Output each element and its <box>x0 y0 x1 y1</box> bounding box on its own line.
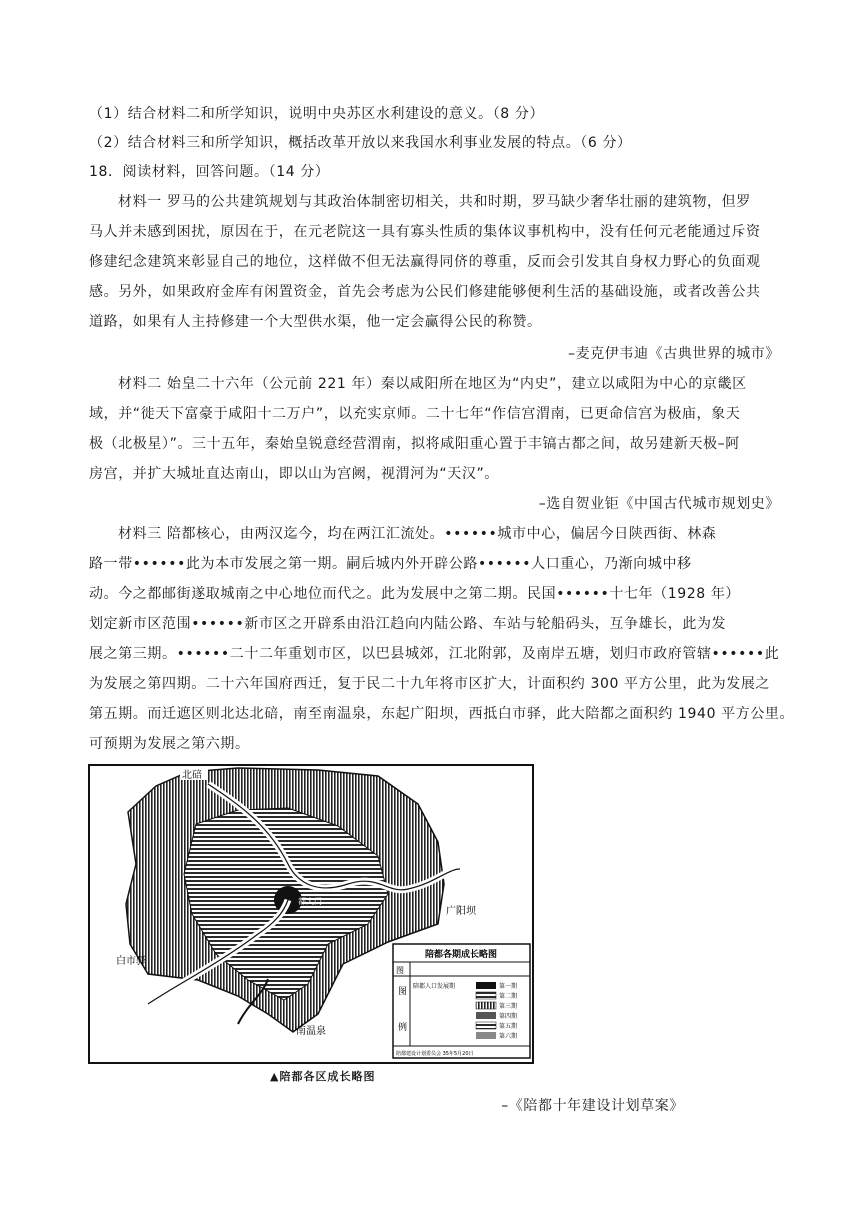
material1-line: 马人并未感到困扰，原因在于，在元老院这一具有寡头性质的集体议事机构中，没有任何元老能通过斥资 <box>89 224 761 240</box>
material1-line: 感。另外，如果政府金库有闲置资金，首先会考虑为公民们修建能够便利生活的基础设施，或者改善公共 <box>89 284 761 300</box>
material2-line: 材料二 始皇二十六年（公元前 221 年）秦以咸阳所在地区为“内史”，建立以咸阳为中心的京畿区 <box>118 376 747 392</box>
material3-line: 划定新市区范围••••••新市区之开辟系由沿江趋向内陆公路、车站与轮船码头，互争雄长，此为发 <box>89 616 727 632</box>
legend-title: 陪都各期成长略图 <box>424 950 498 960</box>
material3-line: 路一带••••••此为本市发展之第一期。嗣后城内外开辟公路••••••人口重心，乃渐向城中移 <box>89 556 692 572</box>
material3-line: 动。今之都邮街遂取城南之中心地位而代之。此为发展中之第二期。民国••••••十七年（1928 年） <box>89 586 741 602</box>
question-18-heading: 18．阅读材料，回答问题。（14 分） <box>89 164 330 180</box>
map-legend <box>393 944 530 1058</box>
legend-period: 第四期 <box>499 1013 518 1020</box>
label-nanwenquan: 南温泉 <box>296 1026 326 1037</box>
legend-period: 第三期 <box>499 1003 518 1010</box>
legend-footer: 陪都建设计划委员会 35年5月20日 <box>396 1051 474 1057</box>
chongqing-growth-map <box>88 764 534 1064</box>
legend-period: 第六期 <box>499 1033 518 1040</box>
map-caption: ▲陪都各区成长略图 <box>270 1070 376 1083</box>
material1-source: –麦克伊韦迪《古典世界的城市》 <box>568 346 780 362</box>
question-2: （2）结合材料三和所学知识，概括改革开放以来我国水利事业发展的特点。（6 分） <box>89 135 632 151</box>
label-center: 都大门 <box>298 897 322 906</box>
material3-line: 可预期为发展之第六期。 <box>89 736 250 752</box>
legend-period: 第五期 <box>499 1023 518 1030</box>
material1-line: 修建纪念建筑来彰显自己的地位，这样做不但无法赢得同侪的尊重，反而会引发其自身权力野心的负面观 <box>89 254 761 270</box>
material3-line: 第五期。而迁遮区则北达北碚，南至南温泉，东起广阳坝，西抵白市驿，此大陪都之面积约 1940 平方公里。 <box>89 706 795 722</box>
material2-line: 域，并“徙天下富豪于咸阳十二万户”，以充实京师。二十七年“作信宫渭南，已更命信宫为极庙，象天 <box>89 406 741 422</box>
legend-population-label: 陪都人口发展期 <box>413 983 456 990</box>
label-baishiyi: 白市驿 <box>116 956 146 967</box>
legend-period: 第二期 <box>499 993 518 1000</box>
material2-source: –选自贺业钜《中国古代城市规划史》 <box>538 496 780 512</box>
legend-row-label-bottom: 例 <box>398 1023 408 1033</box>
material1-line: 材料一 罗马的公共建筑规划与其政治体制密切相关，共和时期，罗马缺少奢华壮丽的建筑物，但罗 <box>118 194 751 210</box>
legend-period: 第一期 <box>499 983 518 990</box>
material2-line: 房宫，并扩大城址直达南山，即以山为宫阙，视渭河为“天汉”。 <box>89 466 499 482</box>
legend-row-label-top: 图 <box>398 987 408 997</box>
label-beibei: 北碚 <box>182 770 202 781</box>
material3-line: 为发展之第四期。二十六年国府西迁，复于民二十九年将市区扩大，计面积约 300 平方公里，此为发展之 <box>89 676 771 692</box>
material3-line: 展之第三期。••••••二十二年重划市区，以巴县城郊，江北附郭，及南岸五塘，划归市政府管辖••••••此 <box>89 646 780 662</box>
material3-source: –《陪都十年建设计划草案》 <box>501 1098 684 1114</box>
material2-line: 极（北极星）”。三十五年，秦始皇锐意经营渭南，拟将咸阳重心置于丰镐古都之间，故另建新天极–阿 <box>89 436 740 452</box>
label-guangyangba: 广阳坝 <box>446 906 476 917</box>
material3-line: 材料三 陪都核心，由两汉迄今，均在两江汇流处。••••••城市中心，偏居今日陕西街、林森 <box>118 526 717 542</box>
legend-header-left: 图 <box>396 966 404 975</box>
material1-line: 道路，如果有人主持修建一个大型供水渠，他一定会赢得公民的称赞。 <box>89 314 542 330</box>
question-1: （1）结合材料二和所学知识，说明中央苏区水利建设的意义。（8 分） <box>89 106 545 122</box>
